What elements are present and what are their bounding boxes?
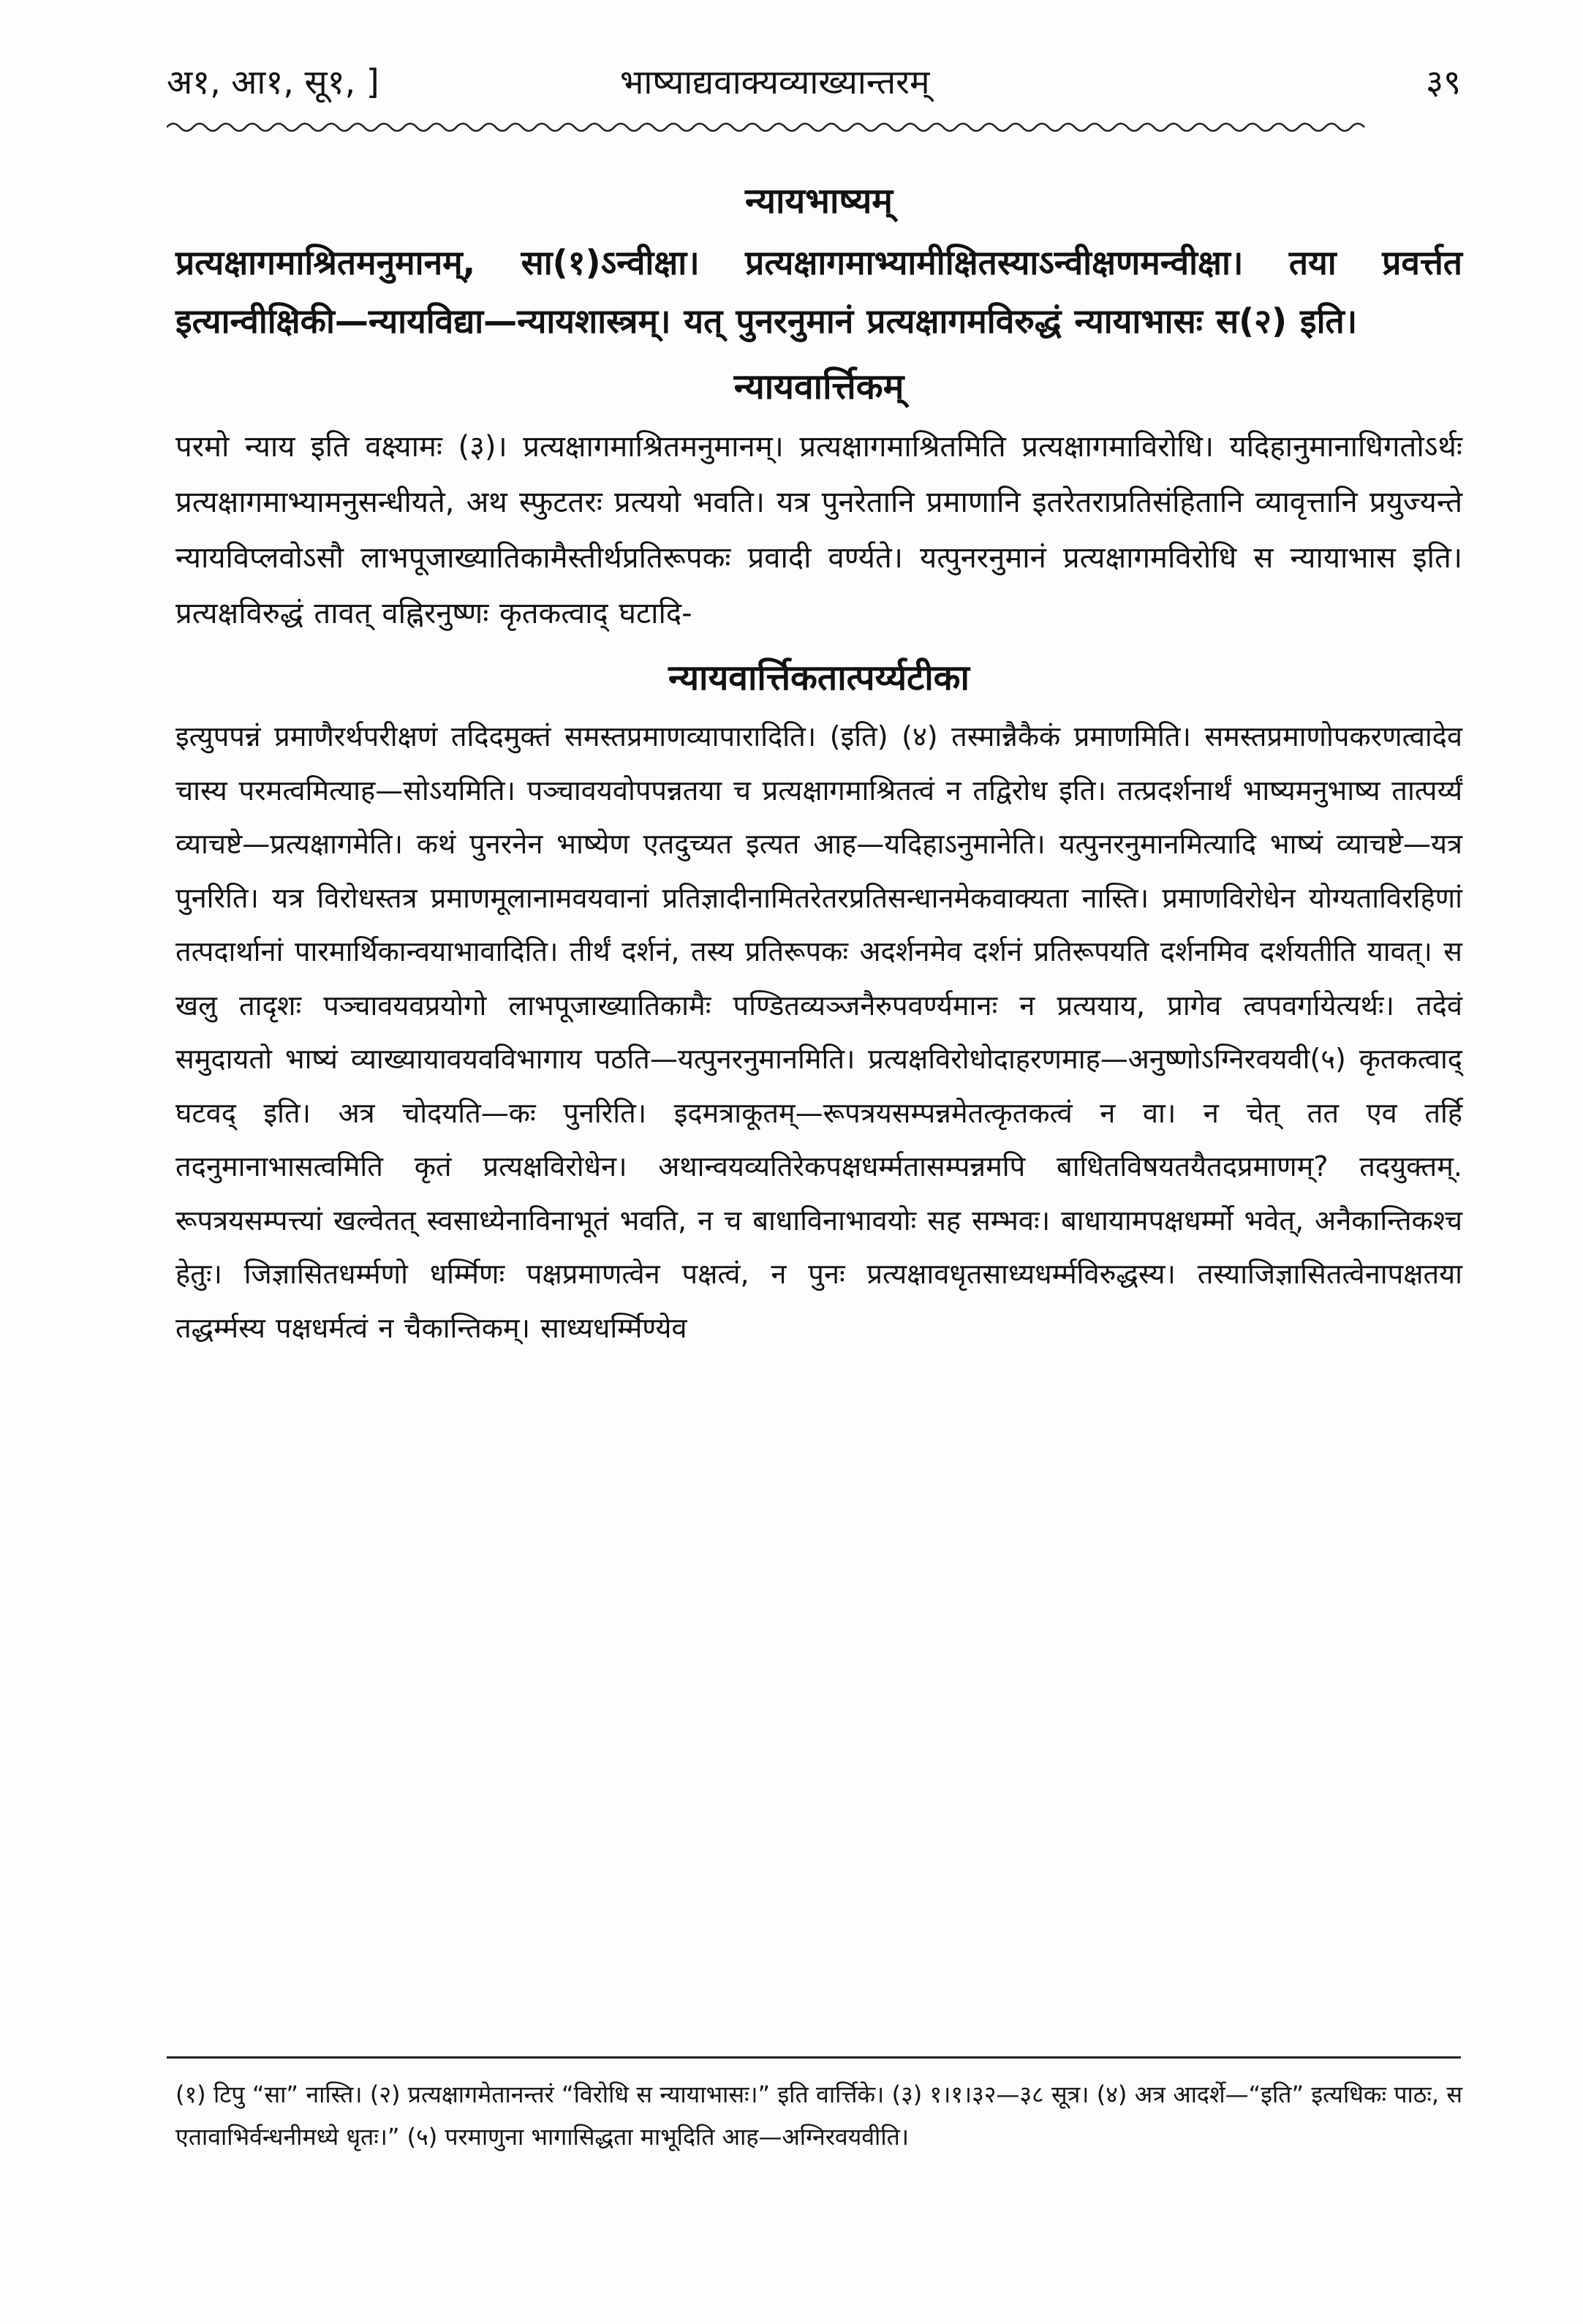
wavy-rule [167,118,1476,136]
page-body [175,165,1462,1355]
footnote-divider [167,2056,1461,2059]
header-title: भाष्याद्यवाक्यव्याख्यान्तरम् [620,62,930,102]
section-title-nyayabhashya: न्यायभाष्यम् [744,181,893,222]
footnotes: (१) टिपु “सा” नास्ति। (२) प्रत्यक्षागमेतानन्तरं “विरोधि स न्यायाभासः।” इति वार्त्तिके। (३) १।१।३२—३८ सूत्र। (४) अत्र आदर्शे—“इति” इत्यधिकः पाठः, स एतावाभिर्वन्धनीमध्ये धृतः।” (५) परमाणुना भागासिद्धता माभूदिति आह—अग्निरवयवीति। [175,2080,1462,2151]
section-title-tatparyatika: न्यायवार्त्तिकतात्पर्य्यटीका [668,657,970,698]
running-header [167,53,1476,111]
section-text-nyayabhashya: प्रत्यक्षागमाश्रितमनुमानम्, सा(१)ऽन्वीक्षा। प्रत्यक्षागमाभ्यामीक्षितस्याऽन्वीक्षणमन्वीक्षा। तया प्रवर्त्तत इत्यान्वीक्षिकी—न्यायविद्या—न्यायशास्त्रम्। यत् पुनरनुमानं प्रत्यक्षागमविरुद्धं न्यायाभासः स(२) इति। [175,243,1462,341]
page-number: ३९ [1426,62,1461,102]
section-title-nyayavartika: न्यायवार्त्तिकम् [733,366,904,407]
section-text-tatparyatika: इत्युपपन्नं प्रमाणैरर्थपरीक्षणं तदिदमुक्तं समस्तप्रमाणव्यापारादिति। (इति) (४) तस्मान्नैकैकं प्रमाणमिति। समस्तप्रमाणोपकरणत्वादेव चास्य परमत्वमित्याह—सोऽयमिति। पञ्चावयवोपपन्नतया च प्रत्यक्षागमाश्रितत्वं न तद्विरोध इति। तत्प्रदर्शनार्थं भाष्यमनुभाष्य तात्पर्य्यं व्याचष्टे—प्रत्यक्षागमेति। कथं पुनरनेन भाष्येण एतदुच्यत इत्यत आह—यदिहाऽनुमानेति। यत्पुनरनुमानमित्यादि भाष्यं व्याचष्टे—यत्र पुनरिति। यत्र विरोधस्तत्र प्रमाणमूलानामवयवानां प्रतिज्ञादीनामितरेतरप्रतिसन्धानमेकवाक्यता नास्ति। प्रमाणविरोधेन योग्यताविरहिणां तत्पदार्थानां पारमार्थिकान्वयाभावादिति। तीर्थं दर्शनं, तस्य प्रतिरूपकः अदर्शनमेव दर्शनं प्रतिरूपयति दर्शनमिव दर्शयतीति यावत्। स खलु तादृशः पञ्चावयवप्रयोगो लाभपूजाख्यातिकामैः पण्डितव्यञ्जनैरुपवर्ण्यमानः न प्रत्ययाय, प्रागेव त्वपवर्गायेत्यर्थः। तदेवं समुदायतो भाष्यं व्याख्यायावयवविभागाय पठति—यत्पुनरनुमानमिति। प्रत्यक्षविरोधोदाहरणमाह—अनुष्णोऽग्निरवयवी(५) कृतकत्वाद् घटवद् इति। अत्र चोदयति—कः पुनरिति। इदमत्राकूतम्—रूपत्रयसम्पन्नमेतत्कृतकत्वं न वा। न चेत् तत एव तर्हि तदनुमानाभासत्वमिति कृतं प्रत्यक्षविरोधेन। अथान्वयव्यतिरेकपक्षधर्म्मतासम्पन्नमपि बाधितविषयतयैतदप्रमाणम्? तदयुक्तम्. रूपत्रयसम्पत्त्यां खल्वेतत् स्वसाध्येनाविनाभूतं भवति, न च बाधाविनाभावयोः सह सम्भवः। बाधायामपक्षधर्म्मो भवेत्, अनैकान्तिकश्च हेतुः। जिज्ञासितधर्म्मणो धर्म्मिणः पक्षप्रमाणत्वेन पक्षत्वं, न पुनः प्रत्यक्षावधृतसाध्यधर्म्मविरुद्धस्य। तस्याजिज्ञासितत्वेनापक्षतया तद्धर्म्मस्य पक्षधर्मत्वं न चैकान्तिकम्। साध्यधर्म्मिण्येव [175,720,1462,1344]
section-text-nyayavartika: परमो न्याय इति वक्ष्यामः (३)। प्रत्यक्षागमाश्रितमनुमानम्। प्रत्यक्षागमाश्रितमिति प्रत्यक्षागमाविरोधि। यदिहानुमानाधिगतोऽर्थः प्रत्यक्षागमाभ्यामनुसन्धीयते, अथ स्फुटतरः प्रत्ययो भवति। यत्र पुनरेतानि प्रमाणानि इतरेतराप्रतिसंहितानि व्यावृत्तानि प्रयुज्यन्ते न्यायविप्लवोऽसौ लाभपूजाख्यातिकामैस्तीर्थप्रतिरूपकः प्रवादी वर्ण्यते। यत्पुनरनुमानं प्रत्यक्षागमविरोधि स न्यायाभास इति। प्रत्यक्षविरुद्धं तावत् वह्निरनुष्णः कृतकत्वाद् घटादि- [175,430,1462,630]
header-reference: अ१, आ१, सू१, ] [167,62,379,102]
